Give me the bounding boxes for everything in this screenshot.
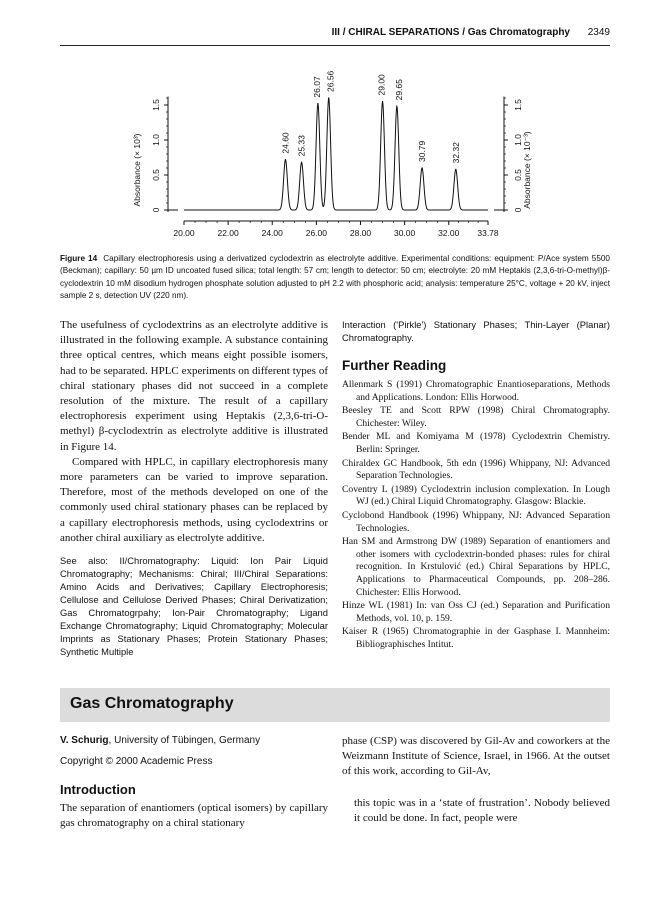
y-tick-label: 0 xyxy=(151,207,161,213)
peak-label: 32.32 xyxy=(450,142,461,164)
caption-label: Figure 14 xyxy=(60,254,98,263)
right-y-axis-title: Absorbance (× 10⁻³) xyxy=(522,131,532,209)
reference-item: Allenmark S (1991) Chromatographic Enantioseparations, Methods and Applications. London: Ellis Horwood. xyxy=(342,379,610,403)
header-title: III / CHIRAL SEPARATIONS / Gas Chromatography xyxy=(331,27,570,38)
reference-item: Hinze WL (1981) In: van Oss CJ (ed.) Separation and Purification Methods, vol. 10, p. 159. xyxy=(342,600,610,624)
chart-labels xyxy=(280,70,460,163)
x-tick-label: 22.00 xyxy=(217,228,239,238)
gc-right-column xyxy=(342,734,610,826)
x-tick-label: 33.78 xyxy=(477,228,499,238)
y-tick-label: 0.5 xyxy=(151,169,161,181)
author-block xyxy=(60,734,328,831)
introduction-text: The separation of enantiomers (optical isomers) by capillary gas chromatography on a chiral stationary xyxy=(60,802,328,830)
see-also-continued: Interaction ('Pirkle') Stationary Phases; Thin-Layer (Planar) Chromatography. xyxy=(342,319,610,343)
chart-trace xyxy=(184,97,488,210)
y-tick-label: 1.0 xyxy=(513,134,523,146)
peak-point xyxy=(317,103,318,104)
body-paragraph-1: The usefulness of cyclodextrins as an electrolyte additive is illustrated in the following example. A substance containing three optical centres, which means eight possible isomers, had to be separated. HPLC experiments on different types of chiral stationary phases did not succeed in a complete resolution of the mixture. The result of a capillary electrophoresis experiment using Heptakis (2,3,6-tri-O-methyl) β-cyclodextrin as electrolyte additive is illustrated in Figure 14. xyxy=(60,319,328,453)
reference-item: Han SM and Armstrong DW (1989) Separation of enantiomers and other isomers with cyclodextrin-bonded phases: rules for chiral recognition. In Krstulović (ed.) Chiral Separations by HPLC, Applications to Pharmaceutical Compounds, pp. 208–286. Chichester: Ellis Horwood. xyxy=(342,536,610,598)
see-also xyxy=(60,554,328,658)
peak-label: 26.56 xyxy=(325,70,336,92)
peak-point xyxy=(382,101,383,102)
figure-caption xyxy=(60,253,610,303)
reference-item: Cyclobond Handbook (1996) Whippany, NJ: Advanced Separation Technologies. xyxy=(342,509,610,534)
x-tick-label: 32.00 xyxy=(438,228,460,238)
peak-point xyxy=(285,159,286,160)
reference-list xyxy=(342,379,610,651)
see-also-text: II/Chromatography: Liquid: Ion Pair Liquid Chromatography; Mechanisms: Chiral; III/Chiral Separations: Amino Acids and Derivatives; Capillary Electrophoresis; Cellulose and Cellulose Derived Phases; Chiral Derivatization; Gas Chromatogrpahy; Ion-Pair Chromatography; Ligand Exchange Chromatography; Liquid Chromatography; Molecular Imprints as Stationary Phases; Protein Stationary Phases; Synthetic Multiple xyxy=(60,555,328,658)
author-affiliation: , University of Tübingen, Germany xyxy=(108,735,261,746)
peak-label: 25.33 xyxy=(296,135,307,157)
x-tick-label: 30.00 xyxy=(393,228,416,238)
x-tick-label: 24.00 xyxy=(261,228,283,238)
copyright-line: Copyright © 2000 Academic Press xyxy=(60,756,213,767)
x-tick-label: 20.00 xyxy=(173,228,195,238)
peak-point xyxy=(455,169,456,170)
peak-label: 29.65 xyxy=(393,79,404,101)
x-tick-label: 26.00 xyxy=(305,228,328,238)
figure-14 xyxy=(60,58,610,253)
header-rule xyxy=(60,45,610,46)
reference-item: Kaiser R (1965) Chromatographie in der Gasphase I. Mannheim: Bibliographisches Intitut. xyxy=(342,626,610,650)
peak-point xyxy=(421,167,422,168)
left-y-axis-title: Absorbance (× 10³) xyxy=(132,133,142,207)
peak-point xyxy=(301,162,302,163)
reference-item: Coventry L (1989) Cyclodextrin inclusion complexation. In Lough WJ (ed.) Chiral Liquid Chromatography. Glasgow: Blackie. xyxy=(342,483,610,508)
y-tick-label: 1.5 xyxy=(513,99,523,111)
peak-label: 26.07 xyxy=(311,76,322,98)
peak-label: 29.00 xyxy=(376,74,387,96)
y-tick-label: 1.5 xyxy=(151,99,161,111)
y-tick-label: 0 xyxy=(513,207,523,213)
peak-label: 24.60 xyxy=(280,132,291,154)
chart-axes xyxy=(132,97,532,238)
reference-item: Bender ML and Komiyama M (1978) Cyclodextrin Chemistry. Berlin: Springer. xyxy=(342,431,610,455)
reference-item: Beesley TE and Scott RPW (1998) Chiral Chromatography. Chichester: Wiley. xyxy=(342,405,610,429)
caption-text: Capillary electrophoresis using a derivatized cyclodextrin as electrolyte additive. Experimental conditions: equipment: P/Ace system 5500 (Beckman); capillary: 50 µm ID uncoated fused silica; total length: 57 cm; length to detector: 50 cm; electrolyte: 20 mM Heptakis (2,3,6-tri-O-methyl)β-cyclodextrin 10 mM disodium hydrogen phosphate solution adjusted to pH 2.2 with phosphoric acid; analysis: temperature 25°C, voltage + 20 kV, inject sample 2 s, detection UV (220 nm). xyxy=(60,254,610,301)
body-paragraph-2: Compared with HPLC, in capillary electrophoresis many more parameters can be varied to improve separation. Therefore, most of the methods developed on one of the commonly used chiral stationary phases can be replaced by a capillary electrophoresis methods, using cyclodextrins or another chiral auxiliary as electrolyte additive. xyxy=(60,455,328,544)
section-title: Gas Chromatography xyxy=(70,695,234,712)
header-page-number: 2349 xyxy=(587,27,610,38)
x-tick-label: 28.00 xyxy=(349,228,372,238)
section-title-band xyxy=(60,688,610,722)
y-tick-label: 0.5 xyxy=(513,169,523,181)
peak-label: 30.79 xyxy=(417,140,428,162)
author-name: V. Schurig xyxy=(60,735,109,746)
see-also-label: See also: xyxy=(60,555,108,567)
running-header xyxy=(60,27,610,43)
reference-item: Chiraldex GC Handbook, 5th edn (1996) Whippany, NJ: Advanced Separation Technologies. xyxy=(342,457,610,482)
peak-point xyxy=(328,97,329,98)
gc-right-paragraph-2: this topic was in a ‘state of frustration’. Nobody believed it could be done. In fact, people were xyxy=(354,796,610,824)
y-tick-label: 1.0 xyxy=(151,134,161,146)
electropherogram-chart xyxy=(60,58,610,253)
peak-point xyxy=(396,106,397,107)
author-line xyxy=(60,734,328,747)
introduction-heading: Introduction xyxy=(60,782,136,797)
electropherogram-trace xyxy=(184,98,488,210)
gc-right-paragraph-1: phase (CSP) was discovered by Gil-Av and coworkers at the Weizmann Institute of Science, Israel, in 1966. At the outset of this work, according to Gil-Av, xyxy=(342,735,610,778)
further-reading-heading: Further Reading xyxy=(342,358,447,373)
left-column xyxy=(60,318,328,658)
right-column xyxy=(342,318,610,652)
